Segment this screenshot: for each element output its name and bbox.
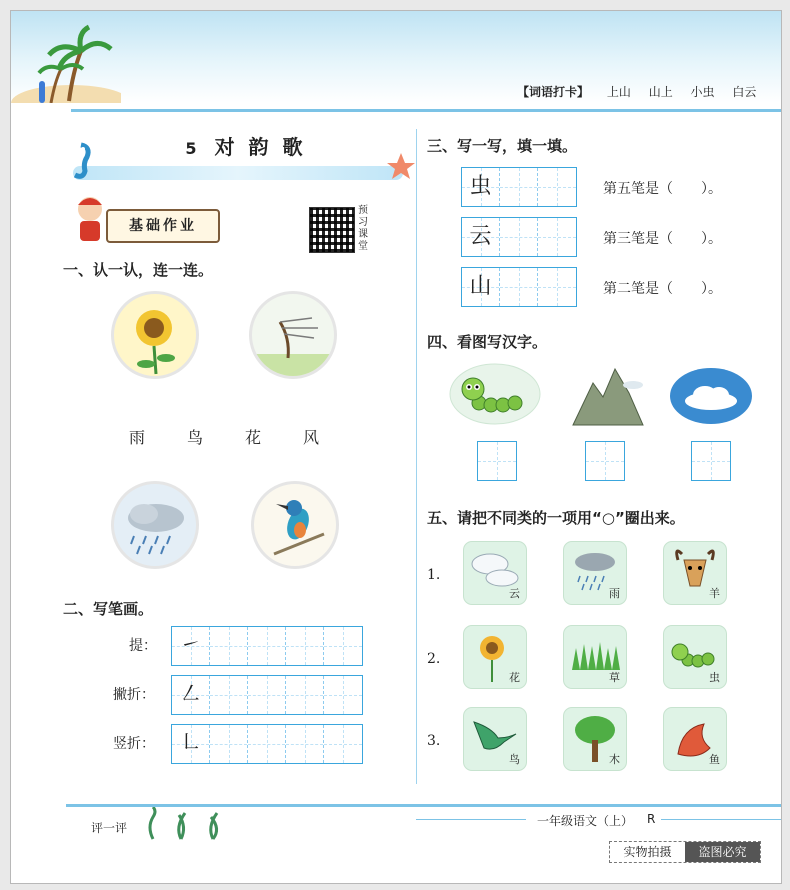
q1-char-2: 鸟 [187,428,204,447]
q3-row-2-text: 第三笔是（ ）。 [603,231,722,247]
stroke-piezhe: ㇜ [179,682,202,707]
column-divider [416,129,417,784]
q3-row-3-grid[interactable] [461,267,577,307]
footer-line-right [661,819,781,820]
rain-cloud-icon [114,484,196,566]
mountain-picture [567,363,647,429]
q5-card-label: 鸟 [509,753,520,766]
q5-card-goat[interactable] [663,541,727,605]
stamp-left: 实物拍摄 [623,845,672,859]
q2-row-2-grid[interactable] [171,675,363,715]
q5-card-label: 花 [509,671,520,684]
watermark-stamp [609,841,761,863]
palm-tree-illustration [11,11,121,103]
q1-title: 一、认一认，连一连。 [63,261,214,279]
caterpillar-picture [449,363,541,425]
q3-char-3: 山 [469,274,492,299]
banner-divider [71,109,781,112]
q5-card-bug[interactable] [663,625,727,689]
word-3: 小虫 [690,85,715,99]
q5-card-cloud[interactable] [463,541,527,605]
q5-card-label: 鱼 [709,753,720,766]
q5-card-fish[interactable] [663,707,727,771]
seaweed-rating-icons [141,807,241,841]
q2-row-1-label: 提： [129,638,157,654]
rate-label: 评一评 [91,821,128,835]
cloud-picture [669,367,753,425]
worksheet-page [10,10,782,884]
starfish-icon [386,151,416,181]
q4-title: 四、看图写汉字。 [427,333,548,351]
book-title: 一年级语文（上） [537,814,634,828]
q5-card-grass[interactable] [563,625,627,689]
kingfisher-icon [254,484,336,566]
seahorse-icon [63,141,95,181]
qr-label: 预习课堂 [358,205,368,252]
q3-row-1-grid[interactable] [461,167,577,207]
q3-row-3-text: 第二笔是（ ）。 [603,281,722,297]
q3-char-2: 云 [469,224,492,249]
q1-char-4: 风 [303,428,320,447]
basic-homework-label: 基础作业 [106,209,220,243]
q5-card-tree[interactable] [563,707,627,771]
footer-line-left [416,819,526,820]
wind-tree-picture [249,291,337,379]
word-card-label: 【词语打卡】 [517,85,590,99]
q5-card-bird[interactable] [463,707,527,771]
child-mascot-icon [69,191,111,246]
q2-row-3-label: 竖折： [113,736,155,752]
q5-row-3-num: 3. [427,733,441,749]
q4-answer-box-2[interactable] [585,441,625,481]
q2-row-2-label: 撇折： [113,687,155,703]
book-edition: R [647,812,656,826]
stamp-right: 盗图必究 [685,842,760,862]
q5-row-2-num: 2. [427,651,441,667]
q3-row-1-text: 第五笔是（ ）。 [603,181,722,197]
stroke-shuzhe: ㇗ [179,731,202,756]
wind-tree-icon [252,294,334,376]
q5-card-flower[interactable] [463,625,527,689]
q2-title: 二、写笔画。 [63,600,154,618]
word-2: 山上 [648,85,673,99]
lesson-number: 5 [185,139,197,158]
title-ribbon [73,166,403,180]
q5-card-label: 雨 [609,587,620,600]
q4-answer-box-3[interactable] [691,441,731,481]
bird-picture [251,481,339,569]
lesson-title-text: 对韵歌 [214,135,317,159]
q5-title: 五、请把不同类的一项用“○”圈出来。 [427,509,685,527]
sunflower-picture [111,291,199,379]
q4-answer-box-1[interactable] [477,441,517,481]
q1-char-1: 雨 [129,428,146,447]
q5-card-label: 草 [609,671,620,684]
q1-char-3: 花 [245,428,262,447]
lesson-title [161,131,341,160]
word-4: 白云 [732,85,757,99]
q3-title: 三、写一写，填一填。 [427,137,578,155]
q5-card-label: 羊 [709,587,720,600]
sunflower-icon [114,294,196,376]
q2-row-1-grid[interactable] [171,626,363,666]
q5-card-label: 云 [509,587,520,600]
word-1: 上山 [606,85,631,99]
q3-char-1: 虫 [469,174,492,199]
q5-card-label: 木 [609,753,620,766]
word-card [517,83,756,100]
rain-cloud-picture [111,481,199,569]
qr-code[interactable] [309,207,355,253]
q5-row-1-num: 1. [427,567,441,583]
stroke-ti: ㇀ [179,633,202,658]
q2-row-3-grid[interactable] [171,724,363,764]
q3-row-2-grid[interactable] [461,217,577,257]
q5-card-label: 虫 [709,671,720,684]
q5-card-rain[interactable] [563,541,627,605]
